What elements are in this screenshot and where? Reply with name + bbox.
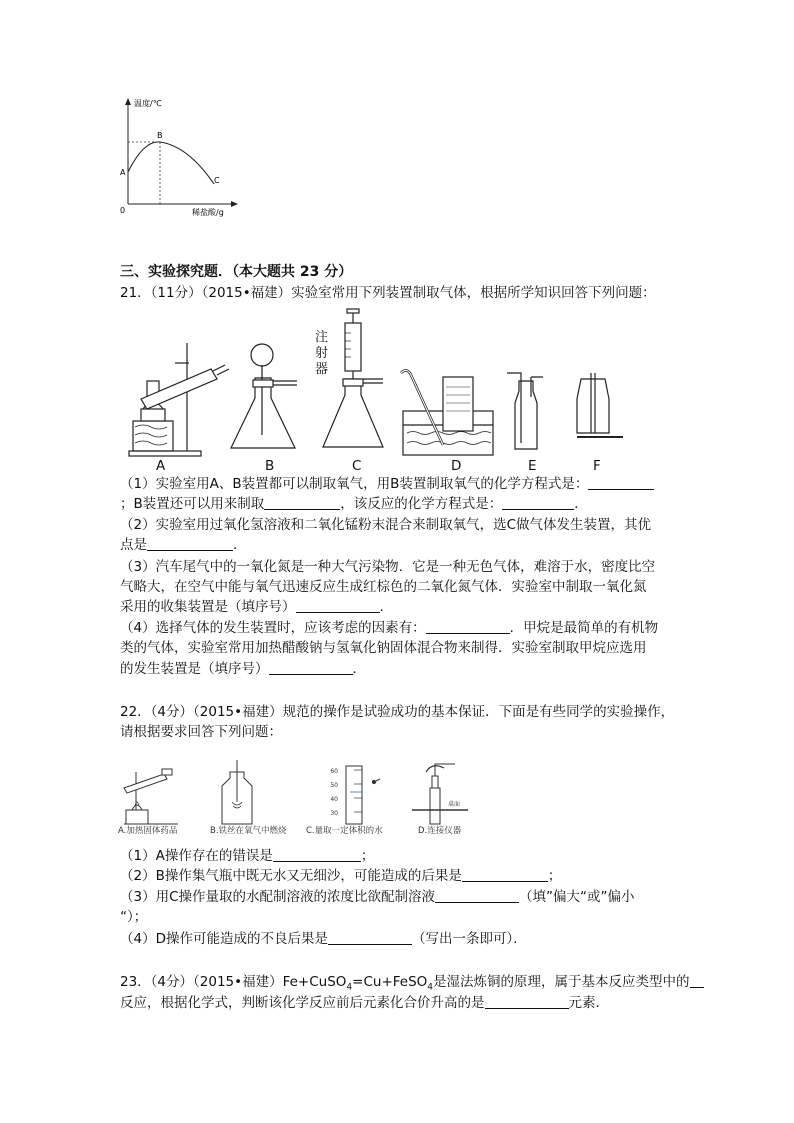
q21-p1b-end: ． (574, 496, 588, 512)
operation-d (412, 764, 468, 824)
apparatus-e (507, 373, 543, 449)
q22-a3-text: （3）用C操作量取的水配制溶液的浓度比欲配制溶液 (120, 889, 436, 905)
q21-header: 21．（11分）（2015•福建）实验室常用下列装置制取气体，根据所学知识回答下列问题： (120, 285, 656, 301)
q22-a3-end: （填”偏大“或”偏小 (519, 889, 635, 905)
apparatus-label-c: C (352, 458, 362, 474)
syringe-label (315, 330, 329, 378)
apparatus-figure (125, 303, 645, 473)
q21-p4-line1 (120, 618, 658, 638)
answer-blank[interactable] (147, 536, 233, 551)
answer-blank[interactable] (462, 867, 548, 882)
operation-a (124, 769, 178, 824)
answer-blank[interactable] (690, 973, 704, 988)
subscript: 4 (427, 982, 434, 993)
q21-p4-line3 (120, 659, 366, 679)
q22-a2 (120, 866, 561, 886)
answer-blank[interactable] (435, 888, 519, 903)
answer-blank[interactable] (269, 660, 353, 675)
q21-p3-line3 (120, 597, 393, 617)
syringe-label-char: 射 (315, 346, 329, 361)
apparatus-label-b: B (265, 458, 275, 474)
origin-label: 0 (120, 206, 126, 215)
q23-line2-end: 元素． (568, 995, 609, 1011)
answer-blank[interactable] (426, 619, 510, 634)
answer-blank[interactable] (502, 495, 574, 510)
q22-caption-a: A.加热固体药品 (118, 826, 178, 836)
cylinder-tick: 50 (330, 782, 338, 789)
temperature-curve (128, 142, 214, 184)
q22-a1 (120, 846, 374, 866)
section-title: 三、实验探究题．（本大题共 23 分） (120, 264, 353, 280)
q22-a2-end: ； (547, 868, 562, 884)
q23-line2 (120, 993, 609, 1013)
q21-p2b-text: 点是 (120, 537, 147, 553)
answer-blank[interactable] (273, 847, 361, 862)
temperature-graph (110, 92, 240, 222)
answer-blank[interactable] (485, 994, 569, 1009)
q21-p3c-text: 采用的收集装置是（填序号） (120, 599, 296, 615)
q22-header-line1: 22．（4分）（2015•福建）规范的操作是试验成功的基本保证．下面是有些同学的实验操作， (120, 704, 675, 720)
q22-header-line2: 请根据要求回答下列问题： (120, 724, 282, 740)
point-a: A (120, 168, 126, 177)
q21-p4-line2: 类的气体，实验室常用加热醋酸钠与氢氧化钠固体混合物来制得．实验室制取甲烷应选用 (120, 640, 647, 656)
cylinder-tick: 60 (330, 768, 338, 775)
q22-a1-text: （1）A操作存在的错误是 (120, 848, 273, 864)
y-axis-arrow (125, 98, 131, 105)
operation-c (346, 766, 380, 824)
apparatus-label-e: E (528, 458, 537, 474)
q22-a3-cont: “）； (120, 909, 148, 925)
q22-a3 (120, 887, 635, 907)
q21-p4a-post: ．甲烷是最简单的有机物 (509, 620, 659, 636)
cylinder-tick: 30 (330, 810, 338, 817)
q21-p3-line2: 气略大，在空气中能与氧气迅速反应生成红棕色的二氧化氮气体．实验室中制取一氧化氮 (120, 579, 647, 595)
q23-pre: 23．（4分）（2015•福建） (120, 974, 283, 990)
q21-p4c-end: ． (352, 661, 366, 677)
q21-p4c-text: 的发生装置是（填序号） (120, 661, 269, 677)
q21-p1-line1 (120, 474, 654, 494)
cylinder-tick: 40 (330, 796, 338, 803)
q21-p3-line1: （3）汽车尾气中的一氧化氮是一种大气污染物．它是一种无色气体，难溶于水，密度比空 (120, 559, 656, 575)
q21-p1b-text: ；B装置还可以用来制取 (120, 496, 265, 512)
q21-p2-line1: （2）实验室用过氧化氢溶液和二氧化锰粉末混合来制取氧气，选C做气体发生装置，其优 (120, 517, 652, 533)
apparatus-label-d: D (451, 458, 462, 474)
point-c: C (214, 176, 220, 185)
answer-blank[interactable] (264, 495, 340, 510)
x-axis-arrow (231, 201, 238, 207)
q22-a4-end: （写出一条即可）． (411, 931, 527, 947)
apparatus-label-a: A (156, 458, 166, 474)
y-axis-label: 温度/℃ (134, 99, 162, 108)
x-axis-label: 稀盐酸/g (192, 208, 224, 217)
q23-equation-part2: =Cu+FeSO (352, 974, 428, 990)
q22-a4 (120, 929, 527, 949)
q22-caption-b: B.铁丝在氧气中燃烧 (210, 826, 287, 836)
syringe-label-char: 器 (315, 362, 329, 377)
q22-caption-d: D.连接仪器 (418, 826, 462, 836)
apparatus-b (231, 344, 297, 448)
answer-blank[interactable] (588, 475, 654, 490)
answer-blank[interactable] (296, 598, 380, 613)
q21-p1b-mid: ，该反应的化学方程式是： (340, 496, 503, 512)
point-b: B (157, 131, 163, 140)
q23-equation-part1: Fe+CuSO (282, 974, 347, 990)
q21-p1-text: （1）实验室用A、B装置都可以制取氧气，用B装置制取氧气的化学方程式是： (120, 476, 589, 492)
answer-blank[interactable] (328, 930, 412, 945)
q21-p1-line2 (120, 494, 588, 514)
apparatus-label-f: F (593, 458, 601, 474)
q22-a2-text: （2）B操作集气瓶中既无水又无细沙，可能造成的后果是 (120, 868, 462, 884)
q22-caption-c: C.量取一定体积的水 (306, 826, 383, 836)
q23-post: 是湿法炼铜的原理，属于基本反应类型中的 (433, 974, 690, 990)
apparatus-f (577, 373, 623, 437)
apparatus-d (401, 370, 493, 455)
subscript: 4 (346, 982, 353, 993)
syringe-label-char: 注 (315, 330, 329, 345)
q22-a4-text: （4）D操作可能造成的不良后果是 (120, 931, 328, 947)
desk-label: 桌面 (448, 801, 461, 808)
q21-p4a-text: （4）选择气体的发生装置时，应该考虑的因素有： (120, 620, 426, 636)
apparatus-c (323, 309, 383, 447)
operation-b (222, 760, 252, 824)
q22-a1-end: ； (360, 848, 375, 864)
apparatus-a (129, 343, 229, 456)
q21-p2-line2 (120, 535, 247, 555)
q21-p3c-end: ． (379, 599, 393, 615)
q23-line2-text: 反应，根据化学式，判断该化学反应前后元素化合价升高的是 (120, 995, 485, 1011)
q21-p2b-end: ． (233, 537, 247, 553)
